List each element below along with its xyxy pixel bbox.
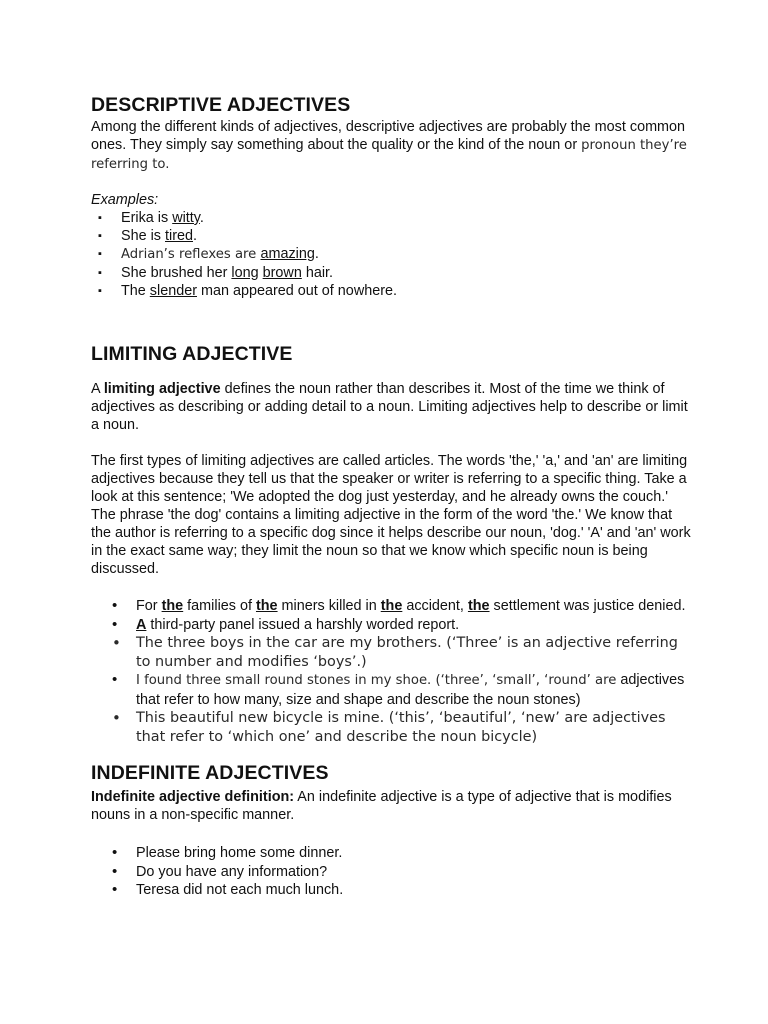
descriptive-intro: Among the different kinds of adjectives, descriptive adjectives are probably the most common ones. They simply say something about the quality or the kind of the noun or pronoun they’re referring to. xyxy=(91,119,687,172)
examples-label: Examples: xyxy=(91,192,159,208)
limiting-definition: A limiting adjective defines the noun rather than describes it. Most of the time we think of adjectives as describing or adding detail to a noun. Limiting adjectives help to describe or limit a noun. xyxy=(91,381,688,433)
list-item: • A third-party panel issued a harshly worded report. xyxy=(91,616,691,635)
list-item: • Teresa did not each much lunch. xyxy=(91,881,691,900)
list-item: ▪ Erika is witty. xyxy=(91,209,691,227)
list-item: ▪ She brushed her long brown hair. xyxy=(91,264,691,282)
articles-paragraph: The first types of limiting adjectives are called articles. The words 'the,' 'a,' and 'an' are limiting adjectives because they tell us that the speaker or writer is referring to a specific thing. Take a look at this sentence; 'We adopted the dog just yesterday, and he already owns the couch.' The phrase 'the dog' contains a limiting adjective in the form of the word 'the.' We know that the author is referring to a specific dog since it helps describe our noun, 'dog.' 'A' and 'an' work in the exact same way; they limit the noun so that we know which specific noun is being discussed. xyxy=(91,453,691,577)
list-item: • I found three small round stones in my shoe. (‘three’, ‘small’, ‘round’ are adjectives that refer to how many, size and shape and describe the noun stones) xyxy=(91,671,691,709)
descriptive-examples-list xyxy=(91,209,691,300)
list-item: ▪ The slender man appeared out of nowhere. xyxy=(91,282,691,300)
indefinite-definition: Indefinite adjective definition: An indefinite adjective is a type of adjective that is modifies nouns in a non-specific manner. xyxy=(91,789,672,823)
list-item: • Do you have any information? xyxy=(91,863,691,882)
list-item: ▪ Adrian’s reflexes are amazing. xyxy=(91,245,691,264)
list-item: • Please bring home some dinner. xyxy=(91,844,691,863)
limiting-adjective-heading: LIMITING ADJECTIVE xyxy=(91,343,293,365)
list-item: • For the families of the miners killed in the accident, the settlement was justice denied. xyxy=(91,597,691,616)
descriptive-adjectives-heading: DESCRIPTIVE ADJECTIVES xyxy=(91,94,351,116)
list-item: • The three boys in the car are my brothers. (‘Three’ is an adjective referring to number and modifies ‘boys’.) xyxy=(91,634,691,671)
document-page xyxy=(91,94,691,900)
limiting-examples-list xyxy=(91,597,691,746)
list-item: • This beautiful new bicycle is mine. (‘this’, ‘beautiful’, ‘new’ are adjectives that refer to ‘which one’ and describe the noun bicycle) xyxy=(91,709,691,746)
list-item: ▪ She is tired. xyxy=(91,227,691,245)
indefinite-adjectives-heading: INDEFINITE ADJECTIVES xyxy=(91,762,329,784)
indefinite-examples-list xyxy=(91,844,691,900)
